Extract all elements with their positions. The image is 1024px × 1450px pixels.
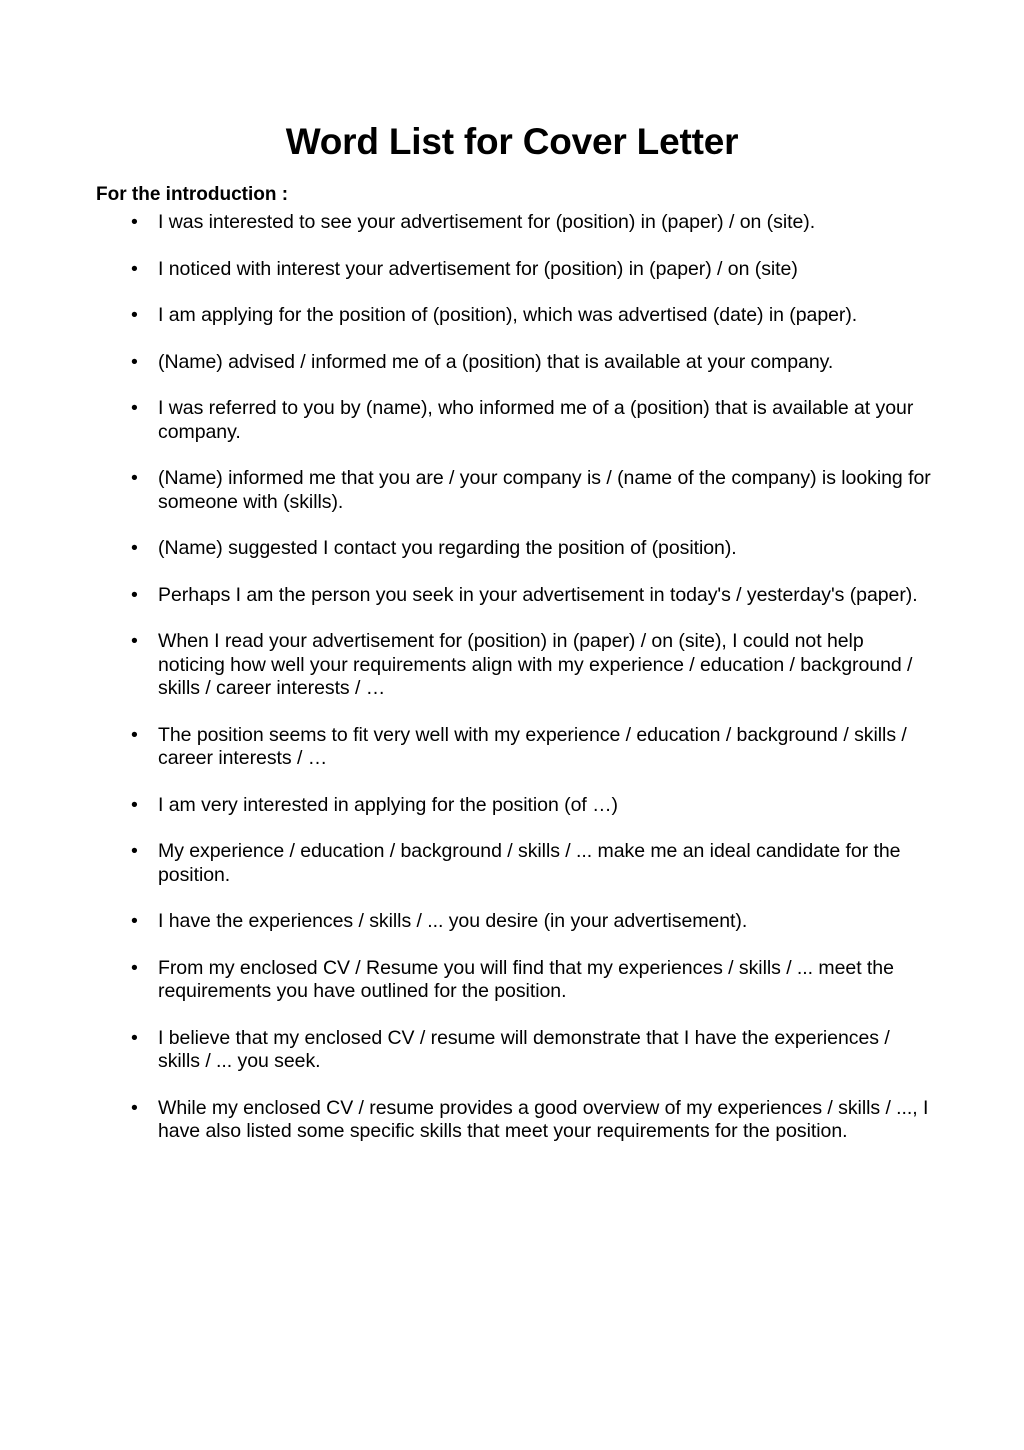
list-item: [131, 304, 931, 328]
list-item: [131, 957, 931, 1004]
section-heading-introduction: For the introduction :: [96, 183, 289, 205]
phrase-bullet-list: [131, 211, 931, 1144]
list-item: [131, 467, 931, 514]
list-item-text: (Name) advised / informed me of a (position) that is available at your company.: [158, 350, 834, 373]
list-item: [131, 258, 931, 282]
list-item-text: (Name) suggested I contact you regarding the position of (position).: [158, 537, 737, 559]
bullet-point-icon: •: [131, 257, 138, 280]
list-item-text: My experience / education / background / skills / ... make me an ideal candidate for the position.: [158, 840, 901, 886]
list-item-text: While my enclosed CV / resume provides a good overview of my experiences / skills / ..., I have also listed some specific skills that meet your requirements for the position.: [158, 1096, 929, 1142]
bullet-point-icon: •: [131, 397, 138, 419]
list-item-text: I believe that my enclosed CV / resume will demonstrate that I have the experiences / skills / ... you seek.: [158, 1026, 890, 1072]
list-item-text: I am applying for the position of (position), which was advertised (date) in (paper).: [158, 304, 858, 326]
list-item-text: (Name) informed me that you are / your company is / (name of the company) is looking for someone with (skills).: [158, 467, 931, 513]
bullet-point-icon: •: [131, 793, 138, 816]
bullet-point-icon: •: [131, 630, 138, 652]
bullet-point-icon: •: [131, 350, 138, 373]
bullet-point-icon: •: [131, 1026, 138, 1049]
list-item: [131, 1027, 931, 1074]
bullet-point-icon: •: [131, 211, 138, 233]
list-item-text: I was interested to see your advertisement for (position) in (paper) / on (site).: [158, 211, 816, 233]
bullet-point-icon: •: [131, 840, 138, 862]
bullet-point-icon: •: [131, 537, 138, 559]
list-item: [131, 537, 931, 561]
bullet-point-icon: •: [131, 723, 138, 746]
bullet-point-icon: •: [131, 467, 138, 489]
list-item-text: From my enclosed CV / Resume you will find that my experiences / skills / ... meet the requirements you have outlined for the position.: [158, 956, 894, 1002]
list-item-text: When I read your advertisement for (position) in (paper) / on (site), I could not help noticing how well your requirements align with my experience / education / background / skills / career interests / …: [158, 630, 913, 699]
list-item: [131, 351, 931, 375]
list-item: [131, 794, 931, 818]
list-item-text: I was referred to you by (name), who informed me of a (position) that is available at your company.: [158, 397, 914, 443]
list-item: [131, 630, 931, 701]
bullet-point-icon: •: [131, 910, 138, 932]
bullet-point-icon: •: [131, 583, 138, 606]
list-item-text: I have the experiences / skills / ... you desire (in your advertisement).: [158, 910, 748, 932]
list-item: [131, 397, 931, 444]
bullet-point-icon: •: [131, 304, 138, 326]
list-item: [131, 1097, 931, 1144]
list-item: [131, 840, 931, 887]
list-item-text: I noticed with interest your advertisement for (position) in (paper) / on (site): [158, 257, 798, 280]
list-item-text: The position seems to fit very well with my experience / education / background / skills / career interests / …: [158, 723, 907, 769]
bullet-point-icon: •: [131, 1096, 138, 1119]
list-item: [131, 910, 931, 934]
list-item: [131, 724, 931, 771]
bullet-point-icon: •: [131, 956, 138, 979]
list-item: [131, 584, 931, 608]
list-item: [131, 211, 931, 235]
list-item-text: I am very interested in applying for the position (of …): [158, 793, 619, 816]
page-title: Word List for Cover Letter: [285, 120, 739, 162]
list-item-text: Perhaps I am the person you seek in your advertisement in today's / yesterday's (paper).: [158, 583, 918, 606]
